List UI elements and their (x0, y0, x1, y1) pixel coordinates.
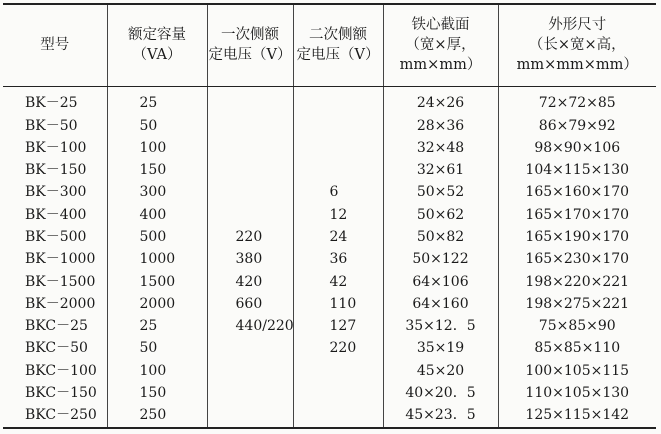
cell-outline-dimensions: 125×115×142 (498, 405, 656, 428)
cell-primary-voltage (207, 204, 293, 226)
cell-rated-capacity: 300 (107, 182, 207, 204)
cell-primary-voltage (207, 360, 293, 382)
cell-primary-voltage (207, 338, 293, 360)
cell-rated-capacity: 500 (107, 226, 207, 248)
cell-primary-voltage (207, 382, 293, 404)
cell-outline-dimensions: 72×72×85 (498, 86, 656, 115)
table-row (3, 182, 656, 204)
cell-core-section: 64×160 (383, 293, 498, 315)
cell-core-section: 32×61 (383, 159, 498, 181)
cell-primary-voltage (207, 159, 293, 181)
header-secondary-line-1: 二次侧额 (309, 27, 367, 44)
cell-primary-voltage (207, 405, 293, 428)
header-dim-line-2: （长×宽×高， (528, 37, 626, 54)
cell-secondary-voltage: 42 (293, 271, 383, 293)
header-primary-line-1: 一次侧额 (221, 27, 279, 44)
table-row (3, 338, 656, 360)
cell-outline-dimensions: 165×160×170 (498, 182, 656, 204)
cell-outline-dimensions: 104×115×130 (498, 159, 656, 181)
cell-core-section: 28×36 (383, 115, 498, 137)
cell-secondary-voltage (293, 115, 383, 137)
cell-rated-capacity: 25 (107, 86, 207, 115)
cell-core-section: 64×106 (383, 271, 498, 293)
cell-outline-dimensions: 85×85×110 (498, 338, 656, 360)
cell-rated-capacity: 150 (107, 159, 207, 181)
cell-rated-capacity: 1000 (107, 249, 207, 271)
cell-model: BKC－25 (25, 318, 88, 335)
cell-outline-dimensions: 165×230×170 (498, 249, 656, 271)
table-row (3, 204, 656, 226)
table-row (3, 226, 656, 248)
cell-outline-dimensions: 165×170×170 (498, 204, 656, 226)
cell-outline-dimensions: 86×79×92 (498, 115, 656, 137)
cell-secondary-voltage: 12 (293, 204, 383, 226)
cell-outline-dimensions: 75×85×90 (498, 315, 656, 337)
cell-core-section: 50×122 (383, 249, 498, 271)
table-row (3, 405, 656, 428)
cell-rated-capacity: 2000 (107, 293, 207, 315)
table-row (3, 382, 656, 404)
header-core-line-3: mm×mm） (399, 57, 482, 74)
cell-secondary-voltage: 36 (293, 249, 383, 271)
header-model (3, 4, 107, 86)
table-row (3, 271, 656, 293)
table-row (3, 315, 656, 337)
cell-model: BK－2000 (25, 295, 96, 312)
header-primary-voltage (207, 4, 293, 86)
header-row (3, 4, 656, 86)
header-dim-line-1: 外形尺寸 (548, 17, 607, 34)
header-secondary-voltage (293, 4, 383, 86)
cell-rated-capacity: 150 (107, 382, 207, 404)
transformer-spec-table (3, 3, 656, 429)
table-row (3, 137, 656, 159)
cell-rated-capacity: 100 (107, 360, 207, 382)
table-body (3, 86, 656, 428)
cell-secondary-voltage (293, 137, 383, 159)
cell-rated-capacity: 50 (107, 338, 207, 360)
table-row (3, 115, 656, 137)
cell-primary-voltage (207, 86, 293, 115)
cell-model: BK－400 (25, 206, 87, 223)
cell-outline-dimensions: 98×90×106 (498, 137, 656, 159)
cell-model: BK－300 (25, 184, 87, 201)
cell-model: BKC－250 (3, 405, 107, 428)
cell-core-section: 35×12．5 (383, 315, 498, 337)
cell-primary-voltage (207, 182, 293, 204)
cell-primary-voltage: 440/220 (207, 315, 293, 337)
cell-rated-capacity: 400 (107, 204, 207, 226)
table-row (3, 159, 656, 181)
cell-secondary-voltage (293, 159, 383, 181)
cell-rated-capacity: 50 (107, 115, 207, 137)
table-row (3, 360, 656, 382)
cell-model: BK－100 (25, 139, 87, 156)
cell-model: BK－1000 (25, 251, 96, 268)
cell-primary-voltage: 220 (207, 226, 293, 248)
cell-secondary-voltage: 220 (293, 338, 383, 360)
cell-primary-voltage: 660 (207, 293, 293, 315)
cell-secondary-voltage: 127 (293, 315, 383, 337)
header-primary-line-2: 定电压（V） (208, 47, 292, 64)
cell-core-section: 40×20．5 (383, 382, 498, 404)
cell-outline-dimensions: 110×105×130 (498, 382, 656, 404)
cell-core-section: 24×26 (383, 86, 498, 115)
cell-outline-dimensions: 100×105×115 (498, 360, 656, 382)
cell-rated-capacity: 100 (107, 137, 207, 159)
table-row (3, 293, 656, 315)
cell-outline-dimensions: 165×190×170 (498, 226, 656, 248)
cell-secondary-voltage (293, 405, 383, 428)
header-core-line-1: 铁心截面 (411, 17, 470, 34)
cell-primary-voltage: 380 (207, 249, 293, 271)
cell-core-section: 50×62 (383, 204, 498, 226)
cell-secondary-voltage (293, 382, 383, 404)
cell-outline-dimensions: 198×275×221 (498, 293, 656, 315)
header-capacity-line-2: （VA） (132, 47, 182, 64)
cell-primary-voltage (207, 115, 293, 137)
header-capacity-line-1: 额定容量 (128, 27, 186, 44)
header-core-line-2: （宽×厚， (405, 37, 476, 54)
header-dim-line-3: mm×mm×mm） (516, 57, 638, 74)
cell-model: BK－500 (25, 228, 87, 245)
cell-core-section: 50×52 (383, 182, 498, 204)
cell-primary-voltage (207, 137, 293, 159)
cell-secondary-voltage: 110 (293, 293, 383, 315)
header-rated-capacity (107, 4, 207, 86)
cell-model: BKC－100 (25, 362, 97, 379)
cell-model: BK－25 (25, 95, 78, 112)
cell-core-section: 45×20 (383, 360, 498, 382)
table-row (3, 86, 656, 115)
cell-secondary-voltage: 24 (293, 226, 383, 248)
cell-secondary-voltage: 6 (293, 182, 383, 204)
table-row (3, 249, 656, 271)
header-outline-dimensions (498, 4, 656, 86)
cell-model: BKC－50 (25, 340, 88, 357)
cell-rated-capacity: 25 (107, 315, 207, 337)
cell-secondary-voltage (293, 360, 383, 382)
cell-core-section: 32×48 (383, 137, 498, 159)
cell-core-section: 45×23．5 (383, 405, 498, 428)
header-core-section (383, 4, 498, 86)
header-model-line: 型号 (40, 37, 70, 54)
cell-primary-voltage: 420 (207, 271, 293, 293)
cell-outline-dimensions: 198×220×221 (498, 271, 656, 293)
cell-rated-capacity: 1500 (107, 271, 207, 293)
cell-model: BKC－150 (25, 384, 97, 401)
cell-model: BK－1500 (25, 273, 96, 290)
cell-model: BK－150 (25, 162, 87, 179)
cell-secondary-voltage (293, 86, 383, 115)
cell-core-section: 35×19 (383, 338, 498, 360)
cell-core-section: 50×82 (383, 226, 498, 248)
cell-rated-capacity: 250 (107, 405, 207, 428)
header-secondary-line-2: 定电压（V） (296, 47, 380, 64)
cell-model: BK－50 (25, 117, 78, 134)
